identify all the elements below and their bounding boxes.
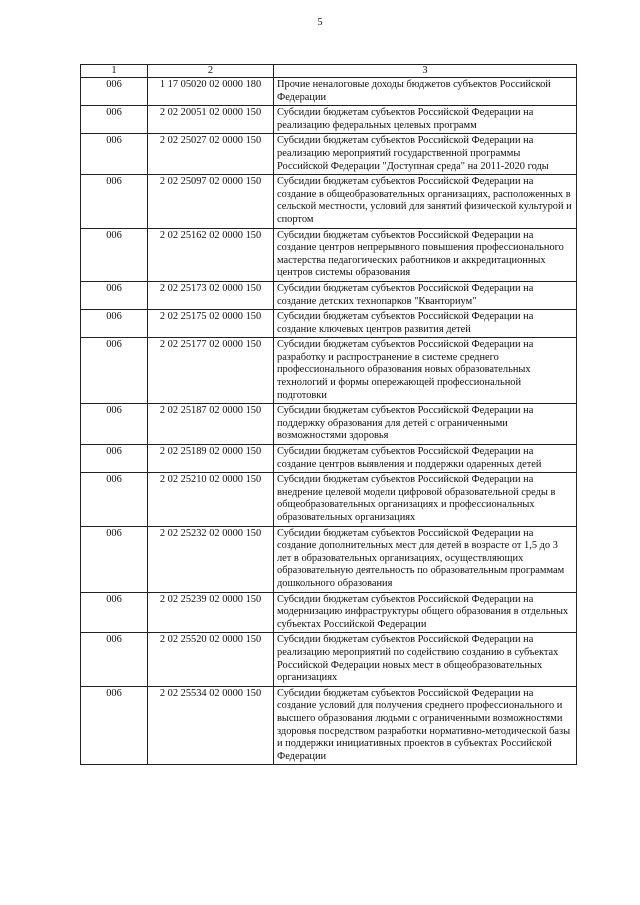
revenue-name-cell: Субсидии бюджетам субъектов Российской Федерации на реализацию мероприятий государственной программы Российской Федерации "Доступная среда" на 2011-2020 годы	[274, 134, 577, 175]
admin-cell: 006	[81, 404, 148, 445]
column-header-name: 3	[274, 65, 577, 78]
admin-cell: 006	[81, 134, 148, 175]
budget-code-cell: 2 02 25232 02 0000 150	[148, 526, 274, 592]
table-row	[81, 473, 577, 526]
admin-cell: 006	[81, 175, 148, 228]
budget-code-cell: 2 02 25210 02 0000 150	[148, 473, 274, 526]
admin-cell: 006	[81, 228, 148, 281]
budget-code-cell: 2 02 25187 02 0000 150	[148, 404, 274, 445]
budget-code-cell: 2 02 25097 02 0000 150	[148, 175, 274, 228]
revenue-name-cell: Субсидии бюджетам субъектов Российской Федерации на создание центров непрерывного повышения профессионального мастерства педагогических работников и аккредитационных центров системы образования	[274, 228, 577, 281]
admin-cell: 006	[81, 633, 148, 686]
table-row	[81, 281, 577, 309]
admin-cell: 006	[81, 338, 148, 404]
column-header-code: 2	[148, 65, 274, 78]
admin-cell: 006	[81, 445, 148, 473]
revenue-name-cell: Субсидии бюджетам субъектов Российской Федерации на внедрение целевой модели цифровой образовательной среды в общеобразовательных организациях и профессиональных образовательных организациях	[274, 473, 577, 526]
admin-cell: 006	[81, 686, 148, 765]
table-row	[81, 175, 577, 228]
budget-code-cell: 2 02 25534 02 0000 150	[148, 686, 274, 765]
admin-cell: 006	[81, 526, 148, 592]
revenue-name-cell: Субсидии бюджетам субъектов Российской Федерации на поддержку образования для детей с ограниченными возможностями здоровья	[274, 404, 577, 445]
page-number: 5	[317, 17, 323, 28]
revenue-name-cell: Субсидии бюджетам субъектов Российской Федерации на разработку и распространение в системе среднего профессионального образования новых образовательных технологий и формы опережающей профессиональной подготовки	[274, 338, 577, 404]
revenue-name-cell: Субсидии бюджетам субъектов Российской Федерации на создание в общеобразовательных организациях, расположенных в сельской местности, условий для занятий физической культурой и спортом	[274, 175, 577, 228]
budget-code-cell: 2 02 25239 02 0000 150	[148, 592, 274, 633]
table-row	[81, 78, 577, 106]
admin-cell: 006	[81, 106, 148, 134]
table-row	[81, 338, 577, 404]
table-row	[81, 686, 577, 765]
revenue-name-cell: Субсидии бюджетам субъектов Российской Федерации на создание дополнительных мест для детей в возрасте от 1,5 до 3 лет в образовательных организациях, осуществляющих образовательную деятельность по образовательным программам дошкольного образования	[274, 526, 577, 592]
budget-revenue-table	[80, 64, 577, 765]
revenue-name-cell: Субсидии бюджетам субъектов Российской Федерации на создание ключевых центров развития детей	[274, 310, 577, 338]
budget-code-cell: 2 02 25162 02 0000 150	[148, 228, 274, 281]
revenue-name-cell: Субсидии бюджетам субъектов Российской Федерации на реализацию федеральных целевых программ	[274, 106, 577, 134]
admin-cell: 006	[81, 78, 148, 106]
budget-code-cell: 2 02 25027 02 0000 150	[148, 134, 274, 175]
budget-code-cell: 1 17 05020 02 0000 180	[148, 78, 274, 106]
column-header-admin: 1	[81, 65, 148, 78]
table-row	[81, 310, 577, 338]
budget-code-cell: 2 02 25175 02 0000 150	[148, 310, 274, 338]
table-row	[81, 445, 577, 473]
budget-code-cell: 2 02 20051 02 0000 150	[148, 106, 274, 134]
budget-code-cell: 2 02 25173 02 0000 150	[148, 281, 274, 309]
budget-code-cell: 2 02 25189 02 0000 150	[148, 445, 274, 473]
admin-cell: 006	[81, 281, 148, 309]
table-row	[81, 592, 577, 633]
revenue-name-cell: Субсидии бюджетам субъектов Российской Федерации на создание центров выявления и поддержки одаренных детей	[274, 445, 577, 473]
revenue-name-cell: Субсидии бюджетам субъектов Российской Федерации на создание условий для получения среднего профессионального и высшего образования людьми с ограниченными возможностями здоровья посредством разработки нормативно-методической базы и поддержки инициативных проектов в субъектах Российской Федерации	[274, 686, 577, 765]
table-row	[81, 404, 577, 445]
table-row	[81, 134, 577, 175]
budget-code-cell: 2 02 25177 02 0000 150	[148, 338, 274, 404]
budget-code-cell: 2 02 25520 02 0000 150	[148, 633, 274, 686]
table-row	[81, 526, 577, 592]
revenue-name-cell: Прочие неналоговые доходы бюджетов субъектов Российской Федерации	[274, 78, 577, 106]
admin-cell: 006	[81, 473, 148, 526]
admin-cell: 006	[81, 592, 148, 633]
revenue-name-cell: Субсидии бюджетам субъектов Российской Федерации на создание детских технопарков "Кванториум"	[274, 281, 577, 309]
table-row	[81, 633, 577, 686]
table-row	[81, 228, 577, 281]
revenue-name-cell: Субсидии бюджетам субъектов Российской Федерации на модернизацию инфраструктуры общего образования в отдельных субъектах Российской Федерации	[274, 592, 577, 633]
revenue-name-cell: Субсидии бюджетам субъектов Российской Федерации на реализацию мероприятий по содействию созданию в субъектах Российской Федерации новых мест в общеобразовательных организациях	[274, 633, 577, 686]
table-body	[81, 78, 577, 765]
admin-cell: 006	[81, 310, 148, 338]
table-header-row	[81, 65, 577, 78]
table-row	[81, 106, 577, 134]
